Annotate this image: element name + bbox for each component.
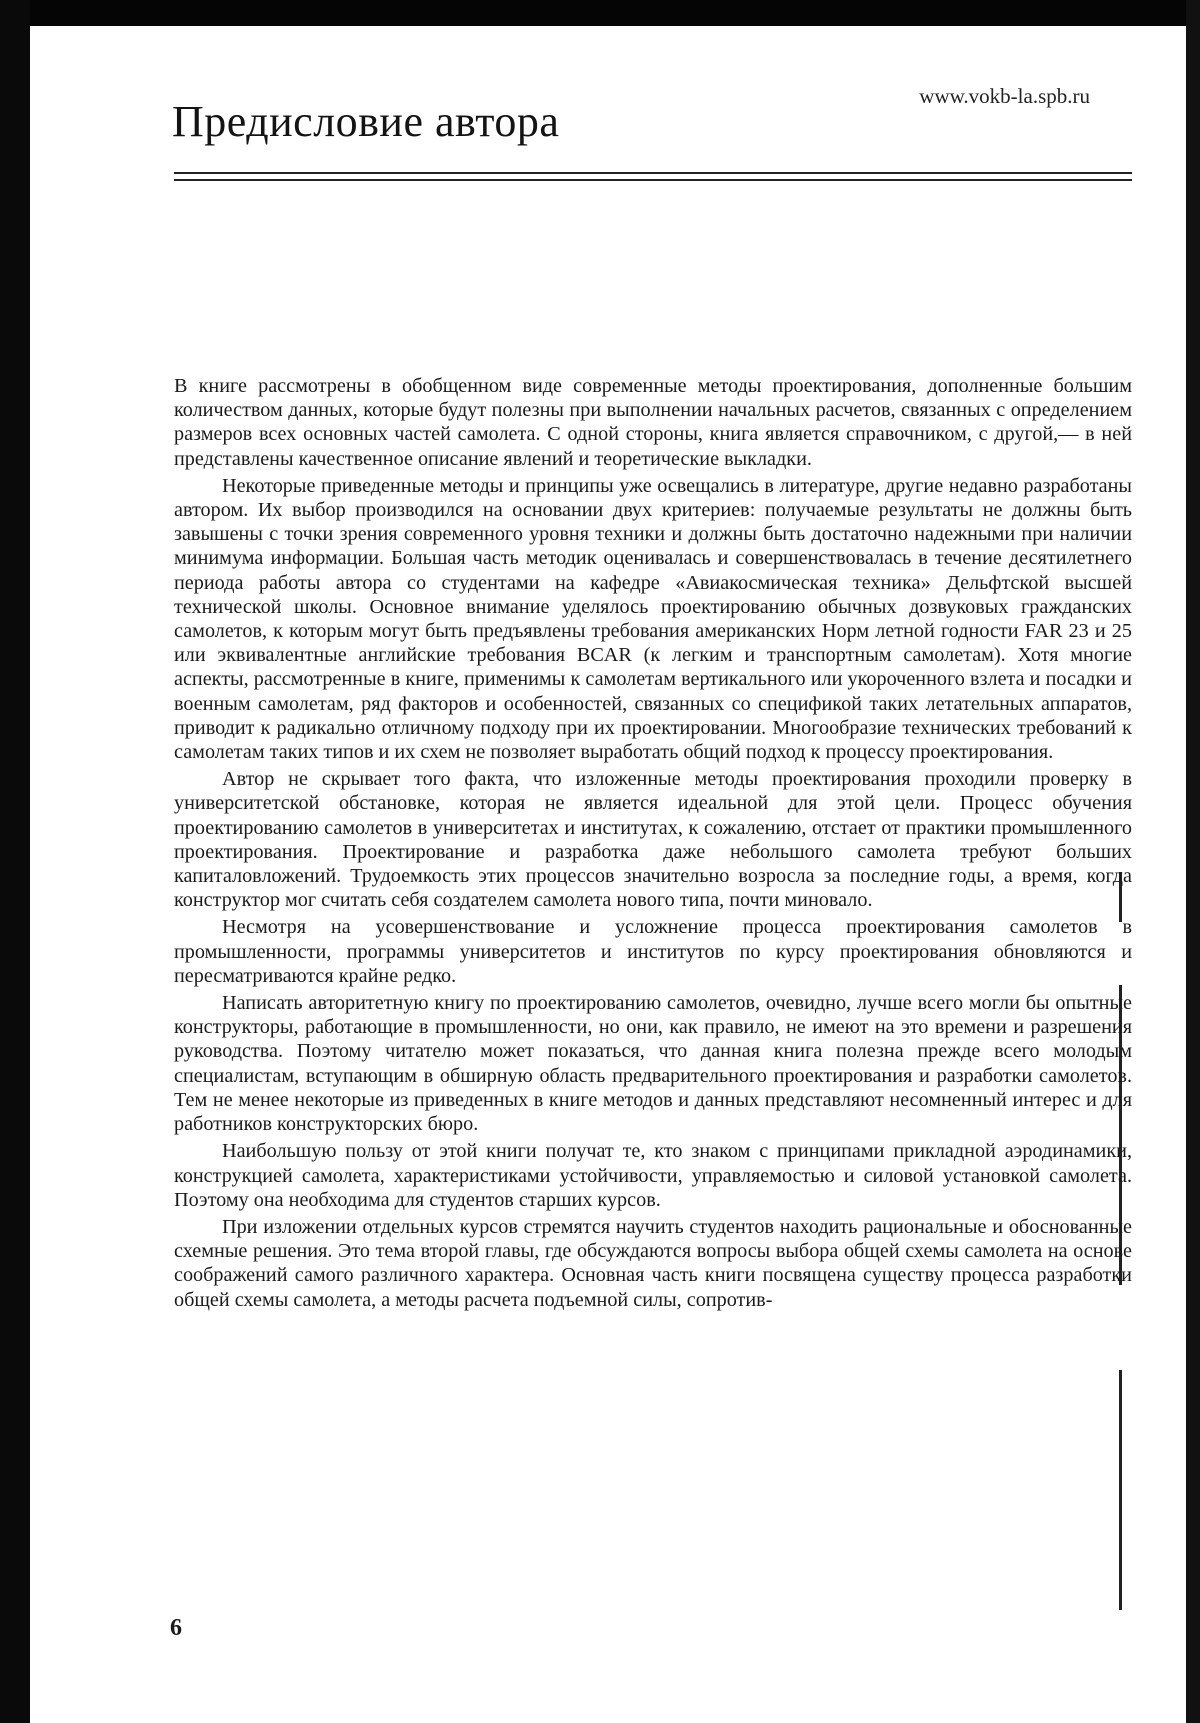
scan-border-top [0,0,1200,26]
body-text [174,374,1132,1315]
paragraph: Автор не скрывает того факта, что изложенные методы проектирования проходили проверку в университетской обстановке, которая не является идеальной для этой цели. Процесс обучения проектированию самолетов в университетах и институтах, к сожалению, отстает от практики промышленного проектирования. Проектирование и разработка даже небольшого самолета требуют больших капиталовложений. Трудоемкость этих процессов значительно возросла за последние годы, а время, когда конструктор мог считать себя создателем самолета нового типа, почти миновало. [174,768,1132,912]
paragraph: Несмотря на усовершенствование и усложнение процесса проектирования самолетов в промышленности, программы университетов и институтов по курсу проектирования обновляются и пересматриваются крайне редко. [174,916,1132,987]
paragraph: Некоторые приведенные методы и принципы уже освещались в литературе, другие недавно разработаны автором. Их выбор производился на основании двух критериев: получаемые результаты не должны быть завышены с точки зрения современного уровня техники и должны быть достаточно надежными при наличии минимума информации. Большая часть методик оценивалась и совершенствовалась в течение десятилетнего периода работы автора со студентами на кафедре «Авиакосмическая техника» Дельфтской высшей технической школы. Основное внимание уделялось проектированию обычных дозвуковых гражданских самолетов, к которым могут быть предъявлены требования американских Норм летной годности FAR 23 и 25 или эквивалентные английские требования BCAR (к легким и транспортным самолетам). Хотя многие аспекты, рассмотренные в книге, применимы к самолетам вертикального или укороченного взлета и посадки и военным самолетам, ряд факторов и особенностей, связанных со спецификой таких летательных аппаратов, приводит к радикально отличному подходу при их проектировании. Многообразие технических требований к самолетам таких типов и их схем не позволяет выработать общий подход к процессу проектирования. [174,474,1132,764]
paragraph: В книге рассмотрены в обобщенном виде современные методы проектирования, дополненные большим количеством данных, которые будут полезны при выполнении начальных расчетов, связанных с определением размеров всех основных частей самолета. С одной стороны, книга является справочником, с другой,— в ней представлены качественное описание явлений и теоретические выкладки. [174,375,1132,470]
scan-artifact-mark [1119,1370,1122,1610]
scan-border-left [0,0,30,1723]
paragraph: Написать авторитетную книгу по проектированию самолетов, очевидно, лучше всего могли бы опытные конструкторы, работающие в промышленности, но они, как правило, не имеют на это времени и разрешения руководства. Поэтому читателю может показаться, что данная книга полезна прежде всего молодым специалистам, вступающим в обширную область предварительного проектирования и разработки самолетов. Тем не менее некоторые из приведенных в книге методов и данных представляют несомненный интерес и для работников конструкторских бюро. [174,992,1132,1136]
title-divider-bottom [174,179,1132,181]
paragraph: При изложении отдельных курсов стремятся научить студентов находить рациональные и обоснованные схемные решения. Это тема второй главы, где обсуждаются вопросы выбора общей схемы самолета на основе соображений самого различного характера. Основная часть книги посвящена существу процесса разработки общей схемы самолета, а методы расчета подъемной силы, сопротив- [174,1215,1132,1311]
site-url: www.vokb-la.spb.ru [919,84,1090,108]
page-number: 6 [170,1615,182,1641]
paragraph: Наибольшую пользу от этой книги получат те, кто знаком с принципами прикладной аэродинамики, конструкцией самолета, характеристиками устойчивости, управляемостью и силовой установкой самолета. Поэтому она необходима для студентов старших курсов. [174,1140,1132,1211]
page-title: Предисловие автора [172,97,560,146]
title-divider-top [174,172,1132,174]
scan-border-right [1186,0,1200,1723]
